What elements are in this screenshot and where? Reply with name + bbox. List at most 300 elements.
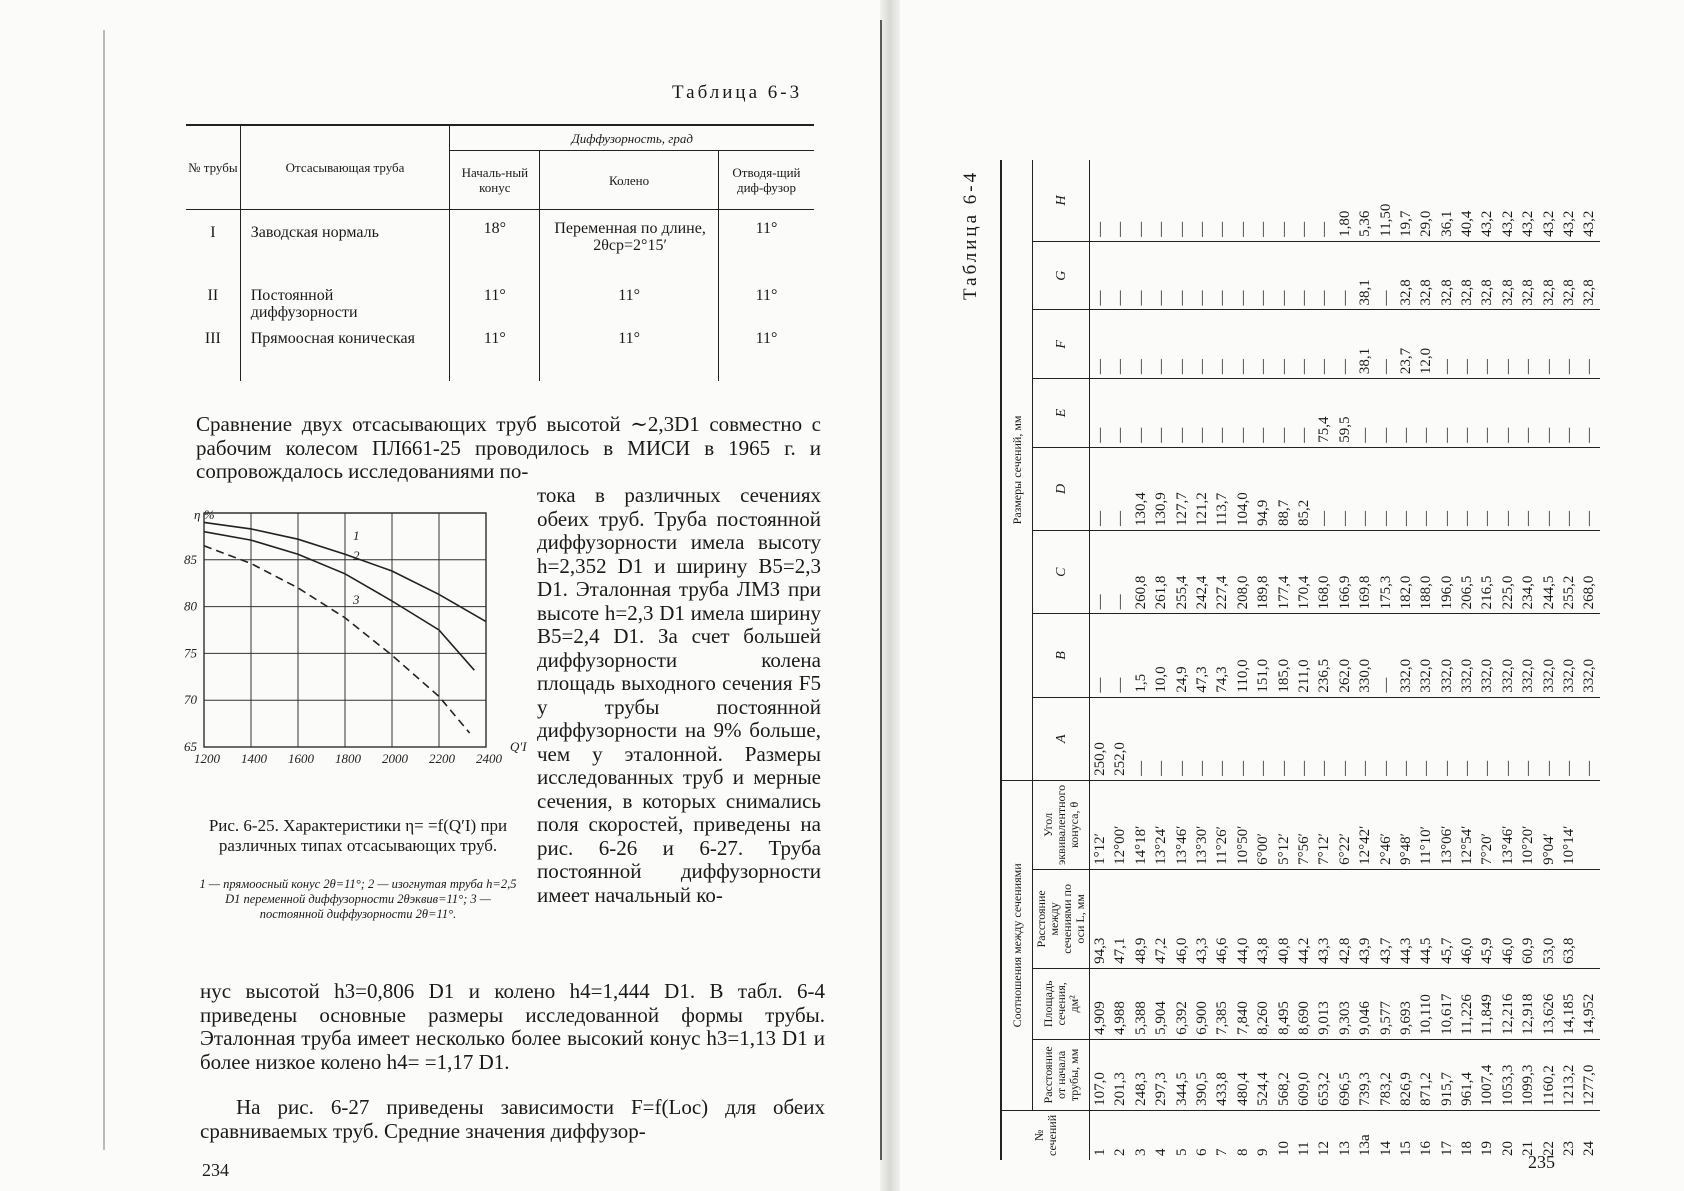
chart-grid	[204, 513, 486, 747]
table-cell: 1099,3	[1518, 1039, 1538, 1110]
table-cell: 46,0	[1172, 869, 1192, 968]
col-tube: Отсасывающая труба	[240, 125, 450, 210]
table-cell: —	[1478, 697, 1498, 780]
table-cell: 9°48′	[1396, 780, 1416, 869]
paragraph-2: На рис. 6-27 приведены зависимости F=f(Loc) для обеих сравниваемых труб. Средние значения диффузор-	[200, 1095, 825, 1143]
table-cell: 20	[1499, 1141, 1516, 1156]
table-cell: 44,0	[1233, 869, 1253, 968]
x-tick-label: 2400	[476, 751, 502, 766]
table-cell: 739,3	[1355, 1039, 1375, 1110]
table-cell: 17	[1438, 1141, 1455, 1156]
table-cell: —	[1376, 241, 1396, 310]
table-cell: 12,0	[1416, 310, 1436, 379]
table-cell: —	[1539, 379, 1559, 448]
table-cell: —	[1437, 310, 1457, 379]
table-cell: —	[1437, 447, 1457, 530]
table-cell: 826,9	[1396, 1039, 1416, 1110]
table-cell: 10°20′	[1518, 780, 1538, 869]
table-cell: —	[1559, 447, 1579, 530]
page-number-left: 234	[202, 1160, 229, 1180]
table-cell: 14,185	[1559, 968, 1579, 1039]
table-row	[1539, 160, 1559, 1160]
table-cell: 23,7	[1396, 310, 1416, 379]
table-cell: —	[1274, 379, 1294, 448]
table-cell: —	[1233, 310, 1253, 379]
table-cell: 4,909	[1090, 968, 1111, 1039]
table-cell: 13°46′	[1172, 780, 1192, 869]
table-cell: 44,5	[1416, 869, 1436, 968]
table-cell: 107,0	[1090, 1039, 1111, 1110]
table-cell: —	[1151, 697, 1171, 780]
table-cell: 94,9	[1253, 447, 1273, 530]
table-row	[1355, 160, 1375, 1160]
paragraph-1-side: тока в различных сечениях обеих труб. Труба постоянной диффузорности имела высоту h=2,352 D1 и ширину B5=2,3 D1. Эталонная труба ЛМЗ при высоте h=2,3 D1 имела ширину B5=2,4 D1. За счет большей диффузорности колена площадь выходного сечения F5 у трубы постоянной диффузорности на 9% больше, чем у эталонной. Размеры исследованных труб и мерные сечения, в которых снимались поля скоростей, приведены на рис. 6-26 и 6-27. Труба постоянной диффузорности имеет начальный ко-	[537, 483, 821, 907]
table-cell: —	[1559, 379, 1579, 448]
table-cell: 244,5	[1539, 531, 1559, 614]
table-cell: 38,1	[1355, 310, 1375, 379]
col-no: № трубы	[186, 125, 240, 210]
table-cell: 201,3	[1111, 1039, 1131, 1110]
table-cell: —	[1090, 241, 1111, 310]
table-cell: 19	[1479, 1141, 1496, 1156]
table-cell: 6,392	[1172, 968, 1192, 1039]
table-cell: 151,0	[1253, 614, 1273, 697]
table-cell: —	[1579, 697, 1600, 780]
table-6-3-title: Таблица 6-3	[672, 82, 803, 103]
table-cell: —	[1233, 379, 1253, 448]
table-cell: 11	[1295, 1141, 1312, 1156]
series-label-1: 1	[353, 528, 360, 544]
table-cell: 12	[1316, 1141, 1333, 1156]
table-row	[1457, 160, 1477, 1160]
table-cell: —	[1131, 697, 1151, 780]
table-cell: 121,2	[1192, 447, 1212, 530]
table-cell: —	[1314, 447, 1334, 530]
table-cell: —	[1396, 379, 1416, 448]
table-cell: —	[1498, 697, 1518, 780]
table-cell: 44,3	[1396, 869, 1416, 968]
table-cell: 1277,0	[1579, 1039, 1600, 1110]
table-cell: —	[1457, 447, 1477, 530]
table-6-4: № сечений Соотношения между сечениями Размеры сечений, мм Расстояние от начала трубы, мм Площадь сечения, дм² Расстояние между сечениями по оси L, мм Угол эквивалентного конуса, θ A B C D E F G H 1 107,0 4,909 94,3 1°12′ 250,0 — — — — — — — 2 201,3 4,988 47,1 12°00′ 252,0 — — — — — — — 3 248,3 5,388 48,9 14°18′ — 1,5 260,8 130,4 — — — — 4 297,3 5,904 47,2 13°24′ — 10,0 261,8 130,9 — — — — 5 344,5 6,392 46,0 13°46′ — 24,9 255,4 127,7 — — — — 6 390,5 6,900 43,3 13°30′ — 47,3 242,4 121,2 — — — — 7 433,8 7,385 46,6 11°26′ — 74,3 227,4 113,7 — — — — 8 480,4 7,840 44,0 10°50′ — 110,0 208,0 104,0 — — — — 9 524,4 8,260 43,8 6°00′ — 151,0 189,8 94,9 — — — — 10 568,2 8,495 40,8 5°12′ — 185,0 177,4 88,7 — — — — 11 609,0 8,690 44,2 7°56′ — 211,0 170,4 85,2 — — — — 12 653,2 9,013 43,3 7°12′ — 236,5 168,0 — 75,4 — — — 13 696,5 9,303 42,8 6°22′ — 262,0 166,9 — 59,5 — — 1,80 13a 739,3 9,046 43,9 12°42′ — 330,0 169,8 — — 38,1 38,1 5,36 14 783,2 9,577 43,7 2°46′ — — 175,3 — — — — 11,50 15 826,9 9,693 44,3 9°48′ — 332,0 182,0 — — 23,7 32,8 19,7 16 871,2 10,110 44,5 11°10′ — 332,0 188,0 — — 12,0 32,8 29,0 17 915,7 10,617 45,7 13°06′ — 332,0 196,0 — — — 32,8 36,1 18 961,4 11,226 46,0 12°54′ — 332,0 206,5 — — — 32,8 40,4 19 1007,4 11,849 45,9 7°20′ — 332,0 216,5 — — — 32,8 43,2 20 1053,3 12,216 46,0 13°46′ — 332,0 225,0 — — — 32,8 43,2 21 1099,3 12,918 60,9 10°20′ — 332,0 234,0 — — — 32,8 43,2 22 1160,2 13,626 53,0 9°04′ — 332,0 244,5 — — — 32,8 43,2 23 1213,2 14,185 63,8 10°14′ — 332,0 255,2 — — — 32,8 43,2 24 1277,0 14,952 — 332,0 268,0 — — — 32,8 43,2	[1000, 160, 1600, 1160]
table-cell: —	[1294, 697, 1314, 780]
table-cell: 185,0	[1274, 614, 1294, 697]
table-cell: —	[1253, 379, 1273, 448]
col-cone: Началь-ный конус	[450, 151, 540, 210]
table-cell: 29,0	[1416, 160, 1436, 241]
table-cell: 32,8	[1518, 241, 1538, 310]
table-row: I Заводская нормаль 18° Переменная по длине, 2θср=2°15′ 11°	[186, 210, 814, 284]
table-cell: 260,8	[1131, 531, 1151, 614]
table-cell: —	[1498, 447, 1518, 530]
table-cell: 7°20′	[1478, 780, 1498, 869]
table-cell: —	[1090, 310, 1111, 379]
table-cell: —	[1131, 379, 1151, 448]
table-cell: 13,626	[1539, 968, 1559, 1039]
paragraph-1-end: нус высотой h3=0,806 D1 и колено h4=1,444 D1. В табл. 6-4 приведены основные размеры исследованной формы трубы. Эталонная труба имеет несколько более высокий конус h3=1,13 D1 и более низкое колено h4= =1,17 D1.	[200, 979, 825, 1074]
table-cell: 11°10′	[1416, 780, 1436, 869]
table-row	[1294, 160, 1314, 1160]
table-cell: —	[1253, 241, 1273, 310]
table-cell: 609,0	[1294, 1039, 1314, 1110]
table-cell: 5°12′	[1274, 780, 1294, 869]
table-cell: —	[1314, 697, 1334, 780]
table-cell: 42,8	[1335, 869, 1355, 968]
series-label-2: 2	[353, 547, 360, 563]
table-cell: 22	[1540, 1141, 1557, 1156]
table-cell: —	[1192, 241, 1212, 310]
table-cell: —	[1314, 310, 1334, 379]
table-cell: 75,4	[1314, 379, 1334, 448]
table-cell: —	[1457, 310, 1477, 379]
table-cell: 332,0	[1457, 614, 1477, 697]
table-cell: 8,260	[1253, 968, 1273, 1039]
table-cell: 12,216	[1498, 968, 1518, 1039]
table-cell: 242,4	[1192, 531, 1212, 614]
table-cell: —	[1539, 310, 1559, 379]
table-cell: 43,2	[1579, 160, 1600, 241]
table-cell: 211,0	[1294, 614, 1314, 697]
book-gutter	[880, 0, 900, 1191]
table-cell: —	[1396, 447, 1416, 530]
table-cell: —	[1212, 160, 1232, 241]
table-cell: 1053,3	[1498, 1039, 1518, 1110]
table-cell: —	[1172, 379, 1192, 448]
table-cell: 46,0	[1498, 869, 1518, 968]
table-cell: 653,2	[1314, 1039, 1334, 1110]
table-cell: 234,0	[1518, 531, 1538, 614]
table-cell: 43,2	[1478, 160, 1498, 241]
table-cell: 9,013	[1314, 968, 1334, 1039]
table-cell: 43,2	[1518, 160, 1538, 241]
table-cell: 4,988	[1111, 968, 1131, 1039]
table-cell: 5,388	[1131, 968, 1151, 1039]
table-cell: 12,918	[1518, 968, 1538, 1039]
table-cell: 696,5	[1335, 1039, 1355, 1110]
table-cell: 9,577	[1376, 968, 1396, 1039]
table-cell: —	[1253, 310, 1273, 379]
table-cell: —	[1192, 310, 1212, 379]
table-cell: 5,36	[1355, 160, 1375, 241]
table-cell: 47,2	[1151, 869, 1171, 968]
y-tick-label: 70	[184, 692, 197, 708]
table-row	[1192, 160, 1212, 1160]
table-cell: 110,0	[1233, 614, 1253, 697]
x-tick-label: 1600	[288, 751, 314, 766]
table-row	[1518, 160, 1538, 1160]
table-6-3	[186, 124, 814, 381]
table-cell: —	[1151, 310, 1171, 379]
table-cell: 32,8	[1539, 241, 1559, 310]
table-cell: 46,0	[1457, 869, 1477, 968]
table-cell: —	[1314, 241, 1334, 310]
table-cell: 11,849	[1478, 968, 1498, 1039]
table-cell: 1,5	[1131, 614, 1151, 697]
table-row	[1314, 160, 1334, 1160]
table-cell: 16	[1418, 1141, 1435, 1156]
table-cell: —	[1294, 310, 1314, 379]
col-elbow: Колено	[540, 151, 719, 210]
table-cell: 568,2	[1274, 1039, 1294, 1110]
table-cell: 3	[1132, 1148, 1149, 1156]
table-cell: —	[1192, 160, 1212, 241]
table-cell: —	[1579, 379, 1600, 448]
table-cell: 13°06′	[1437, 780, 1457, 869]
table-6-4-rotated	[960, 160, 1650, 1160]
table-row: II Постоянной диффузорности 11° 11° 11°	[186, 283, 814, 326]
table-cell: 104,0	[1233, 447, 1253, 530]
table-cell: 21	[1520, 1141, 1537, 1156]
table-cell: 344,5	[1172, 1039, 1192, 1110]
table-cell: 871,2	[1416, 1039, 1436, 1110]
x-axis-label: Q′I	[510, 739, 527, 754]
table-cell: 32,8	[1457, 241, 1477, 310]
table-cell: 6°00′	[1253, 780, 1273, 869]
table-row	[1090, 160, 1111, 1160]
table-cell: 13a	[1357, 1134, 1374, 1156]
table-cell: 15	[1397, 1141, 1414, 1156]
table-cell: 4	[1153, 1148, 1170, 1156]
table-cell: 189,8	[1253, 531, 1273, 614]
table-cell: —	[1212, 241, 1232, 310]
table-cell: 2	[1112, 1148, 1129, 1156]
table-cell: 43,2	[1498, 160, 1518, 241]
table-cell: 332,0	[1416, 614, 1436, 697]
table-cell: —	[1274, 160, 1294, 241]
efficiency-chart	[184, 505, 527, 790]
table-cell: 1007,4	[1478, 1039, 1498, 1110]
col-group-diffusor: Диффузорность, град	[450, 125, 814, 151]
table-cell: —	[1212, 697, 1232, 780]
table-cell: 783,2	[1376, 1039, 1396, 1110]
table-cell: 9,693	[1396, 968, 1416, 1039]
table-cell: 7°12′	[1314, 780, 1334, 869]
table-cell: 206,5	[1457, 531, 1477, 614]
table-cell: 113,7	[1212, 447, 1232, 530]
table-cell: 5	[1173, 1148, 1190, 1156]
table-cell: 6°22′	[1335, 780, 1355, 869]
table-cell: 23	[1561, 1141, 1578, 1156]
table-cell: —	[1151, 160, 1171, 241]
table-cell: 14,952	[1579, 968, 1600, 1039]
table-cell: —	[1131, 310, 1151, 379]
table-cell: —	[1478, 447, 1498, 530]
table-cell: —	[1518, 310, 1538, 379]
table-cell: 43,2	[1559, 160, 1579, 241]
table-cell: —	[1478, 379, 1498, 448]
table-cell: 7,385	[1212, 968, 1232, 1039]
table-cell: 7°56′	[1294, 780, 1314, 869]
table-cell: 225,0	[1498, 531, 1518, 614]
page-number-right: 235	[1528, 1152, 1555, 1172]
table-cell: 13	[1336, 1141, 1353, 1156]
table-row	[1233, 160, 1253, 1160]
table-cell: 175,3	[1376, 531, 1396, 614]
table-row	[1111, 160, 1131, 1160]
table-cell: —	[1090, 531, 1111, 614]
table-cell: 47,3	[1192, 614, 1212, 697]
table-cell: 85,2	[1294, 447, 1314, 530]
table-cell: 332,0	[1539, 614, 1559, 697]
table-cell: 11,226	[1457, 968, 1477, 1039]
table-cell: 88,7	[1274, 447, 1294, 530]
table-row	[1274, 160, 1294, 1160]
table-cell: 12°42′	[1355, 780, 1375, 869]
table-cell: 236,5	[1314, 614, 1334, 697]
table-cell: —	[1335, 241, 1355, 310]
table-cell: 45,9	[1478, 869, 1498, 968]
table-row	[1335, 160, 1355, 1160]
table-cell: 196,0	[1437, 531, 1457, 614]
table-cell: 47,1	[1111, 869, 1131, 968]
table-row	[1212, 160, 1232, 1160]
x-tick-label: 1400	[241, 751, 267, 766]
table-cell: 19,7	[1396, 160, 1416, 241]
table-cell: 332,0	[1579, 614, 1600, 697]
table-cell: —	[1559, 310, 1579, 379]
table-cell: —	[1192, 379, 1212, 448]
table-cell: —	[1518, 379, 1538, 448]
table-cell: —	[1335, 697, 1355, 780]
table-cell: —	[1314, 160, 1334, 241]
table-cell: 32,8	[1416, 241, 1436, 310]
table-row	[1253, 160, 1273, 1160]
col-outlet: Отводя-щий диф-фузор	[718, 151, 814, 210]
table-row	[1437, 160, 1457, 1160]
table-cell: —	[1579, 310, 1600, 379]
table-cell: 332,0	[1437, 614, 1457, 697]
y-tick-label: 65	[184, 739, 197, 754]
y-tick-label: 75	[184, 645, 197, 661]
table-cell: —	[1233, 697, 1253, 780]
table-cell: —	[1416, 447, 1436, 530]
table-cell: 255,4	[1172, 531, 1192, 614]
table-cell: 915,7	[1437, 1039, 1457, 1110]
table-cell: 250,0	[1090, 697, 1111, 780]
chart-ticks	[184, 552, 503, 766]
table-cell: —	[1172, 241, 1192, 310]
table-cell: 9°04′	[1539, 780, 1559, 869]
table-cell: —	[1355, 379, 1375, 448]
table-cell: —	[1498, 310, 1518, 379]
series-label-3: 3	[353, 591, 360, 607]
table-cell: 94,3	[1090, 869, 1111, 968]
table-cell: 10,617	[1437, 968, 1457, 1039]
table-cell: 18	[1459, 1141, 1476, 1156]
table-cell: —	[1376, 614, 1396, 697]
table-cell: 53,0	[1539, 869, 1559, 968]
table-cell: 268,0	[1579, 531, 1600, 614]
paragraph-1: Сравнение двух отсасывающих труб высотой ∼2,3D1 совместно с рабочим колесом ПЛ661-25 проводилось в МИСИ в 1965 г. и сопровождалось исследованиями по-	[196, 412, 821, 483]
table-cell: 332,0	[1498, 614, 1518, 697]
table-cell: —	[1192, 697, 1212, 780]
table-cell: 63,8	[1559, 869, 1579, 968]
table-cell: 13°30′	[1192, 780, 1212, 869]
col-group-sizes: Размеры сечений, мм	[1001, 160, 1033, 780]
table-cell: 1160,2	[1539, 1039, 1559, 1110]
table-cell: —	[1294, 379, 1314, 448]
table-cell: 43,2	[1539, 160, 1559, 241]
x-tick-label: 2000	[382, 751, 408, 766]
table-cell: —	[1151, 241, 1171, 310]
table-row	[1416, 160, 1436, 1160]
table-cell: 227,4	[1212, 531, 1232, 614]
table-cell: 43,3	[1192, 869, 1212, 968]
table-cell: 8,690	[1294, 968, 1314, 1039]
figure-caption-note: 1 — прямоосный конус 2θ=11°; 2 — изогнутая труба h=2,5 D1 переменной диффузорности 2θэквив=11°; 3 — постоянной диффузорности 2θ=11°.	[199, 877, 517, 921]
table-cell: 166,9	[1335, 531, 1355, 614]
table-cell: 43,9	[1355, 869, 1375, 968]
table-cell: —	[1111, 379, 1131, 448]
table-cell: 248,3	[1131, 1039, 1151, 1110]
table-cell: 24,9	[1172, 614, 1192, 697]
table-cell: —	[1274, 310, 1294, 379]
x-tick-label: 1200	[194, 751, 220, 766]
table-cell: —	[1172, 697, 1192, 780]
table-cell: 45,7	[1437, 869, 1457, 968]
table-cell: 12°54′	[1457, 780, 1477, 869]
table-cell: —	[1111, 531, 1131, 614]
col-group-relations: Соотношения между сечениями	[1001, 780, 1033, 1110]
table-cell: —	[1539, 697, 1559, 780]
table-cell	[1579, 780, 1600, 869]
table-cell: —	[1131, 241, 1151, 310]
y-tick-label: 85	[184, 551, 197, 567]
x-tick-label: 1800	[335, 751, 361, 766]
table-cell: —	[1233, 160, 1253, 241]
table-cell: 961,4	[1457, 1039, 1477, 1110]
table-cell: —	[1437, 379, 1457, 448]
table-cell: 252,0	[1111, 697, 1131, 780]
table-cell: —	[1437, 697, 1457, 780]
spine-line	[880, 20, 882, 1160]
table-cell: —	[1274, 241, 1294, 310]
table-cell: 74,3	[1212, 614, 1232, 697]
table-cell: —	[1376, 310, 1396, 379]
table-cell: —	[1376, 447, 1396, 530]
table-row	[1498, 160, 1518, 1160]
table-cell: 14°18′	[1131, 780, 1151, 869]
table-cell: 12°00′	[1111, 780, 1131, 869]
table-cell: 1°12′	[1090, 780, 1111, 869]
table-cell: 32,8	[1559, 241, 1579, 310]
table-cell: 2°46′	[1376, 780, 1396, 869]
table-cell: 10°50′	[1233, 780, 1253, 869]
table-cell: 433,8	[1212, 1039, 1232, 1110]
table-cell: —	[1111, 310, 1131, 379]
table-cell: 127,7	[1172, 447, 1192, 530]
table-cell: 60,9	[1518, 869, 1538, 968]
table-cell: —	[1518, 447, 1538, 530]
table-cell: 8,495	[1274, 968, 1294, 1039]
table-cell: —	[1416, 697, 1436, 780]
x-tick-label: 2200	[429, 751, 455, 766]
table-cell: —	[1294, 160, 1314, 241]
table-cell: —	[1111, 447, 1131, 530]
table-row	[1478, 160, 1498, 1160]
table-cell: 130,9	[1151, 447, 1171, 530]
table-row	[1131, 160, 1151, 1160]
table-cell: —	[1579, 447, 1600, 530]
table-cell: 9,303	[1335, 968, 1355, 1039]
table-cell: 332,0	[1518, 614, 1538, 697]
table-row	[1396, 160, 1416, 1160]
table-cell: 524,4	[1253, 1039, 1273, 1110]
table-cell: —	[1355, 447, 1375, 530]
table-cell: —	[1355, 697, 1375, 780]
table-cell: 32,8	[1498, 241, 1518, 310]
table-cell: 255,2	[1559, 531, 1579, 614]
